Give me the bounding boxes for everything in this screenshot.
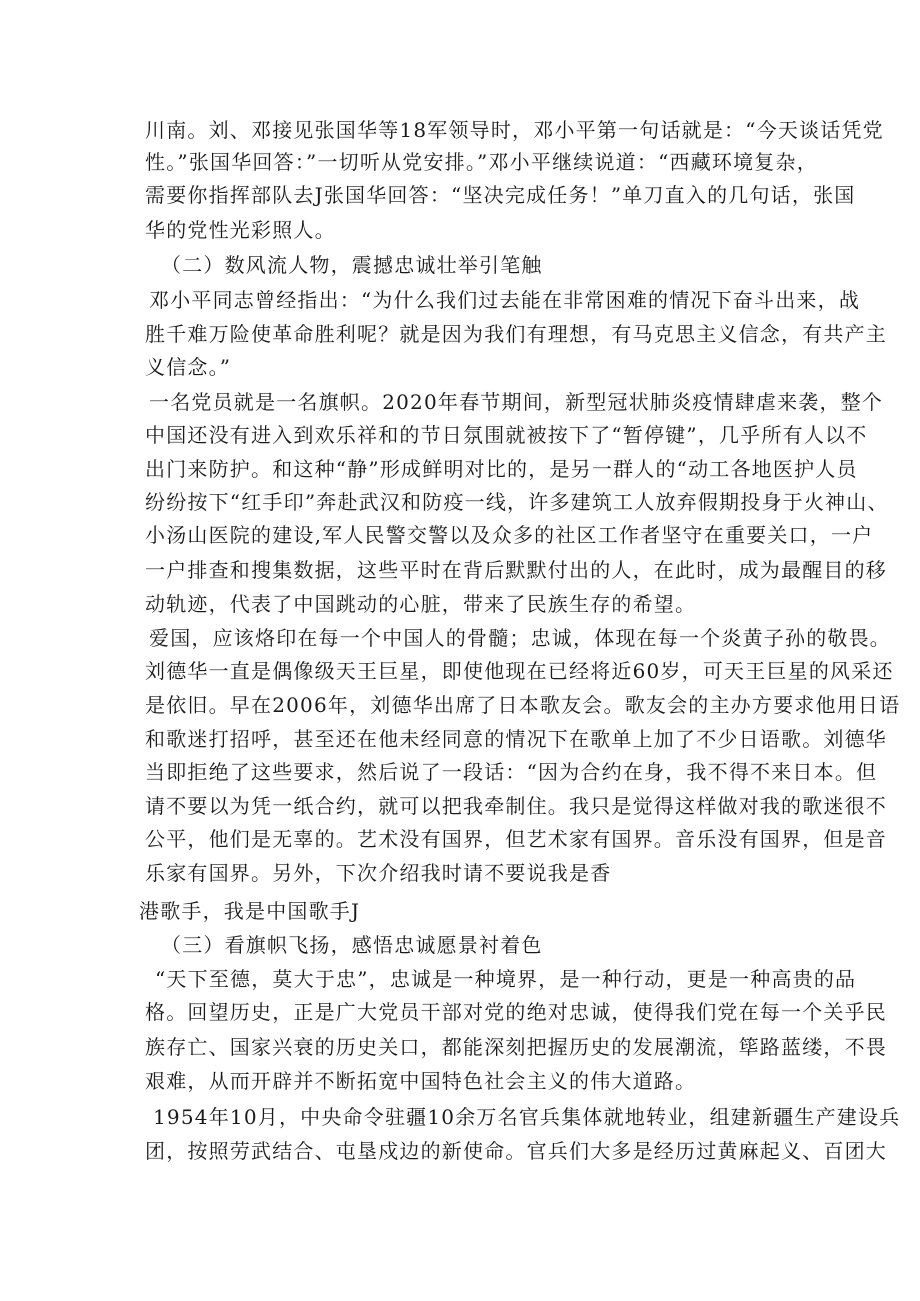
text-line: 邓小平同志曾经指出：“为什么我们过去能在非常困难的情况下奋斗出来，战 xyxy=(149,288,861,312)
text-line: “天下至德，莫大于忠”，忠诚是一种境界，是一种行动，更是一种高贵的品 xyxy=(155,967,857,991)
text-line: 艰难，从而开辟并不断拓宽中国特色社会主义的伟大道路。 xyxy=(145,1069,697,1093)
text-line: 需要你指挥部队去J张国华回答：“坚决完成任务！”单刀直入的几句话，张国 xyxy=(145,183,856,207)
text-line: 中国还没有进入到欢乐祥和的节日氛围就被按下了“暂停键”，几乎所有人以不 xyxy=(145,423,868,447)
text-line: 格。回望历史，正是广大党员干部对党的绝对忠诚，使得我们党在每一个关乎民 xyxy=(145,1000,887,1024)
text-line: 一户排查和搜集数据，这些平时在背后默默付出的人，在此时，成为最醒目的移 xyxy=(145,558,887,582)
text-line: 一名党员就是一名旗帜。2020年春节期间，新型冠状肺炎疫情肆虐来袭，整个 xyxy=(149,390,884,414)
section-heading: （三）看旗帜飞扬，感悟忠诚愿景衬着色 xyxy=(161,933,543,957)
text-line: 族存亡、国家兴衰的历史关口，都能深刻把握历史的发展潮流，筚路蓝缕，不畏 xyxy=(145,1035,887,1059)
text-line: 请不要以为凭一纸合约，就可以把我牵制住。我只是觉得这样做对我的歌迷很不 xyxy=(145,794,887,818)
text-line: 胜千难万险使革命胜利呢？就是因为我们有理想，有马克思主义信念，有共产主 xyxy=(145,322,887,346)
text-line: 动轨迹，代表了中国跳动的心脏，带来了民族生存的希望。 xyxy=(145,592,697,616)
text-line: 爱国，应该烙印在每一个中国人的骨髓；忠诚，体现在每一个炎黄子孙的敬畏。 xyxy=(149,626,891,650)
text-line: 小汤山医院的建设,军人民警交警以及众多的社区工作者坚守在重要关口，一户 xyxy=(145,523,874,547)
text-line: 1954年10月，中央命令驻疆10余万名官兵集体就地转业，组建新疆生产建设兵 xyxy=(153,1105,901,1129)
text-line: 出门来防护。和这种“静”形成鲜明对比的，是另一群人的“动工各地医护人员 xyxy=(145,457,858,481)
text-line: 和歌迷打招呼，甚至还在他未经同意的情况下在歌单上加了不少日语歌。刘德华 xyxy=(145,727,887,751)
text-line: 当即拒绝了这些要求，然后说了一段话：“因为合约在身，我不得不来日本。但 xyxy=(145,760,878,784)
text-line: 团，按照劳武结合、屯垦戍边的新使命。官兵们大多是经历过黄麻起义、百团大 xyxy=(145,1139,887,1163)
text-line: 纷纷按下“红手印”奔赴武汉和防疫一线，许多建筑工人放弃假期投身于火神山、 xyxy=(145,490,889,514)
text-line: 性。”张国华回答：”一切听从党安排。”邓小平继续说道：“西藏环境复杂， xyxy=(145,150,818,174)
text-line: 义信念。” xyxy=(145,355,232,379)
text-line: 公平，他们是无辜的。艺术没有国界，但艺术家有国界。音乐没有国界，但是音 xyxy=(145,827,887,851)
text-line: 港歌手，我是中国歌手J xyxy=(139,899,361,923)
section-heading: （二）数风流人物，震撼忠诚壮举引笔触 xyxy=(161,253,543,277)
text-line: 华的党性光彩照人。 xyxy=(145,218,336,242)
text-line: 乐家有国界。另外，下次介绍我时请不要说我是香 xyxy=(145,861,612,885)
text-line: 刘德华一直是偶像级天王巨星，即使他现在已经将近60岁，可天王巨星的风采还 xyxy=(145,659,894,683)
text-line: 是依旧。早在2006年，刘德华出席了日本歌友会。歌友会的主办方要求他用日语 xyxy=(145,693,901,717)
text-line: 川南。刘、邓接见张国华等18军领导时，邓小平第一句话就是：“今天谈话凭党 xyxy=(145,118,884,142)
